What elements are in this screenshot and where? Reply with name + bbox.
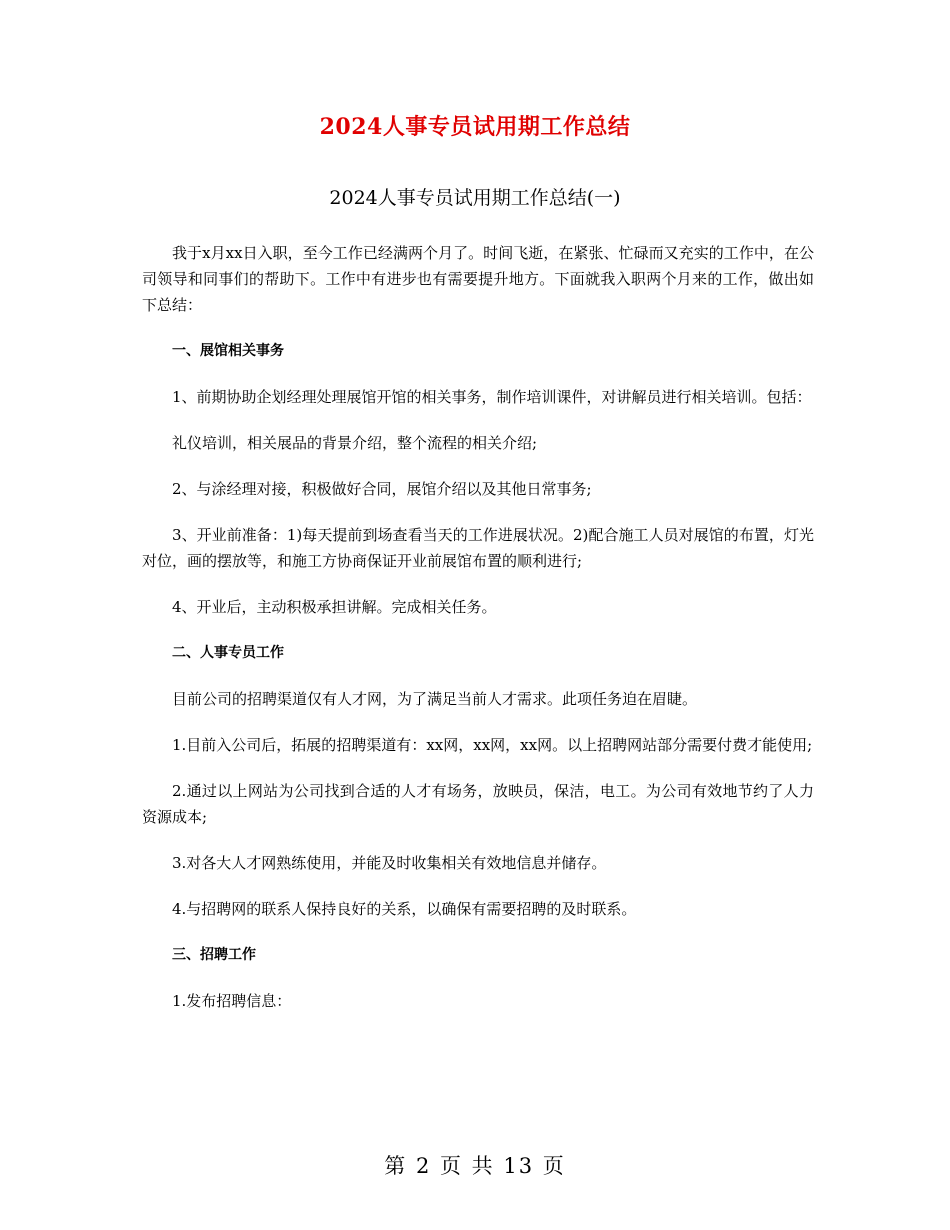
section-heading: 三、招聘工作 (172, 947, 256, 963)
section-heading: 二、人事专员工作 (172, 645, 284, 661)
body-paragraph: 3、开业前准备：1)每天提前到场查看当天的工作进展状况。2)配合施工人员对展馆的布置，灯光对位，画的摆放等，和施工方协商保证开业前展馆布置的顺利进行; (142, 526, 814, 570)
body-paragraph: 目前公司的招聘渠道仅有人才网，为了满足当前人才需求。此项任务迫在眉睫。 (172, 690, 698, 708)
body-paragraph: 4.与招聘网的联系人保持良好的关系，以确保有需要招聘的及时联系。 (172, 900, 637, 918)
document-subtitle: 2024人事专员试用期工作总结(一) (329, 187, 621, 209)
body-paragraph: 3.对各大人才网熟练使用，并能及时收集相关有效地信息并储存。 (172, 854, 607, 872)
document-title: 2024人事专员试用期工作总结 (319, 114, 631, 140)
page-number-footer: 第 2 页 共 13 页 (384, 1154, 566, 1178)
body-paragraph: 1.发布招聘信息： (172, 992, 292, 1010)
body-paragraph: 礼仪培训，相关展品的背景介绍，整个流程的相关介绍; (172, 434, 538, 452)
document-body (142, 240, 814, 1034)
body-paragraph: 1、前期协助企划经理处理展馆开馆的相关事务，制作培训课件，对讲解员进行相关培训。包括： (172, 388, 812, 406)
intro-paragraph: 我于x月xx日入职，至今工作已经满两个月了。时间飞逝，在紧张、忙碌而又充实的工作中，在公司领导和同事们的帮助下。工作中有进步也有需要提升地方。下面就我入职两个月来的工作，做出如下总结： (142, 244, 814, 314)
body-paragraph: 1.目前入公司后，拓展的招聘渠道有：xx网，xx网，xx网。以上招聘网站部分需要付费才能使用; (172, 736, 813, 754)
body-paragraph: 2.通过以上网站为公司找到合适的人才有场务，放映员，保洁，电工。为公司有效地节约了人力资源成本; (142, 782, 814, 826)
body-paragraph: 4、开业后，主动积极承担讲解。完成相关任务。 (172, 598, 497, 616)
section-heading: 一、展馆相关事务 (172, 343, 284, 359)
body-paragraph: 2、与涂经理对接，积极做好合同，展馆介绍以及其他日常事务; (172, 480, 592, 498)
